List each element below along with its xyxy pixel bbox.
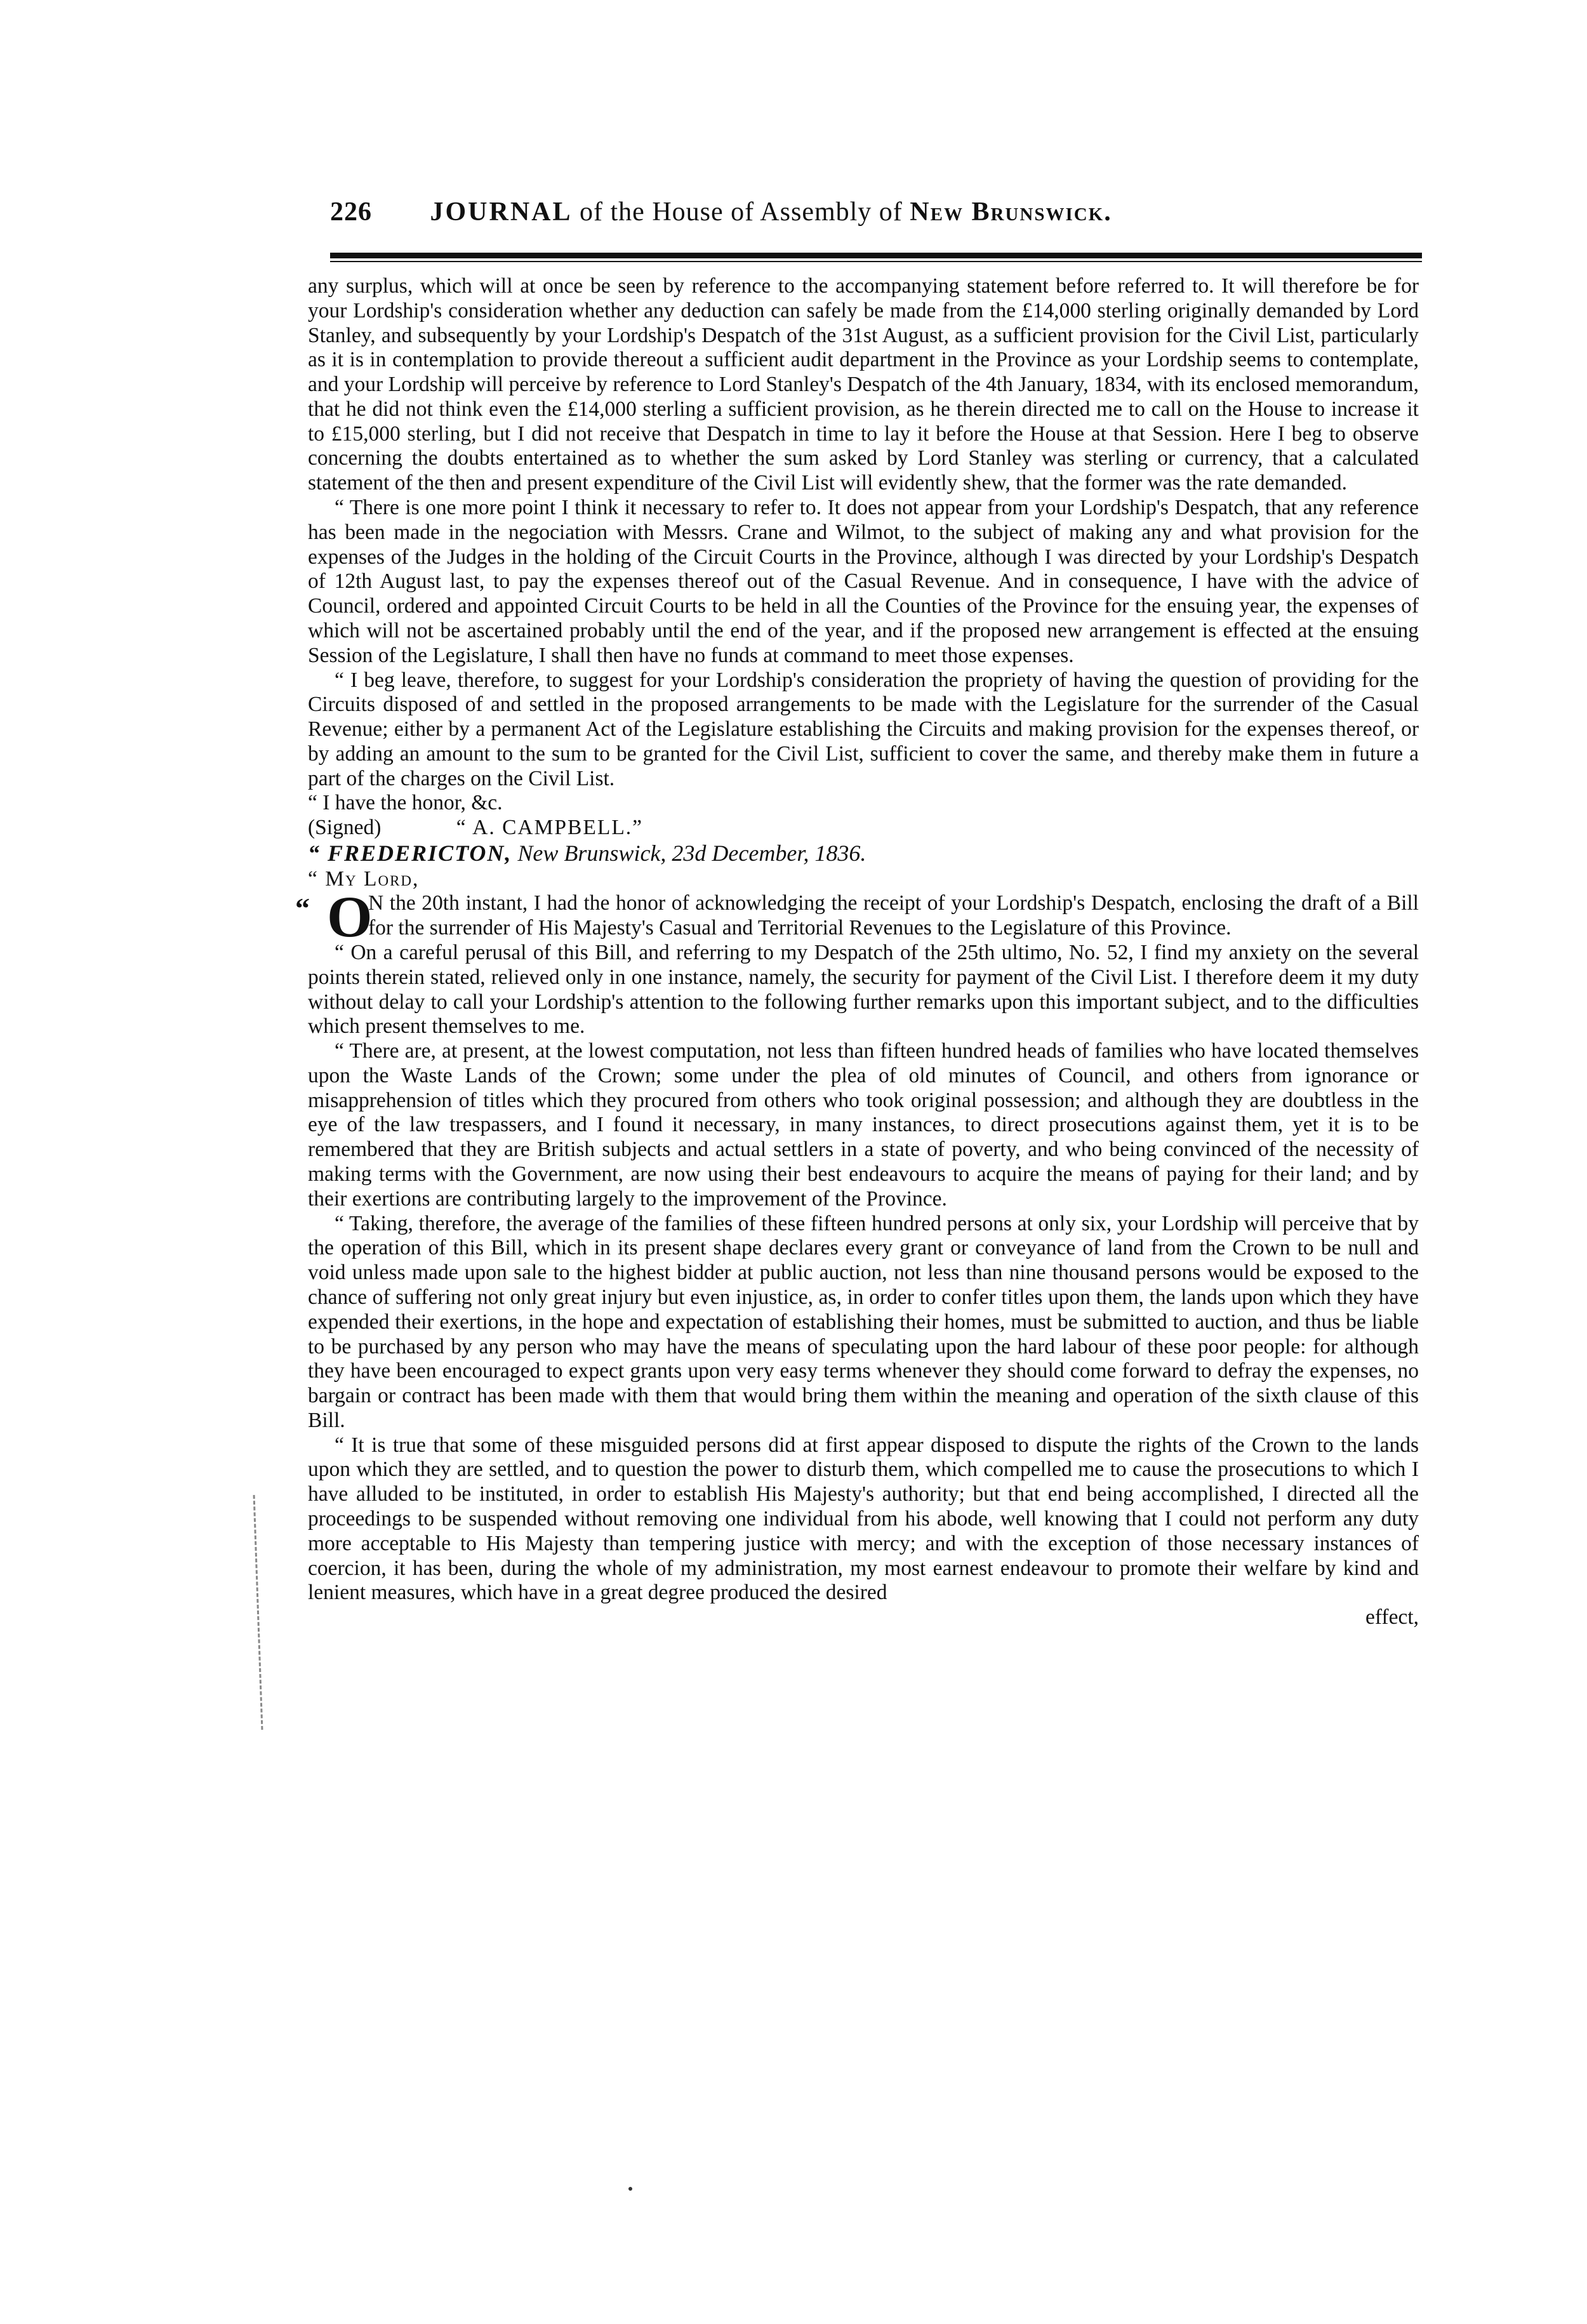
letter-closing: “ I have the honor, &c. — [308, 791, 503, 815]
signature-line — [308, 816, 1419, 840]
paragraph-waste-lands: “ There are, at present, at the lowest computation, not less than fifteen hundred heads of families who have located themselves upon the Waste Lands of the Crown; some under the plea of old minutes of Council, and others from ignorance or misapprehension of titles which they procured from others who took original possession; and although they are doubtless in the eye of the law trespassers, and I found it necessary, in many instances, to direct prosecutions against them, yet it is to be remembered that they are British subjects and actual settlers in a state of poverty, and who being convinced of the necessity of making terms with the Government, are now using their best endeavours to acquire the means of paying for their land; and by their exertions are contributing largely to the improvement of the Province. — [308, 1039, 1419, 1211]
paragraph-continued: any surplus, which will at once be seen by reference to the accompanying statement before referred to. It will therefore be for your Lordship's consideration whether any deduction can safely be made from the £14,000 sterling originally demanded by Lord Stanley, and subsequently by your Lordship's Despatch of the 31st August, as a sufficient provision for the Civil List, particularly as it is in contemplation to provide thereout a sufficient audit department in the Province as your Lordship seems to contemplate, and your Lordship will perceive by reference to Lord Stanley's Despatch of the 4th January, 1834, with its enclosed memorandum, that he did not think even the £14,000 sterling a sufficient provision, as he therein directed me to call on the House to increase it to £15,000 sterling, but I did not receive that Despatch in time to lay it before the House at that Session. Here I beg to observe concerning the doubts entertained as to whether the sum asked by Lord Stanley was sterling or currency, that a calculated statement of the then and present expenditure of the Civil List will evidently shew, that the former was the rate demanded. — [308, 274, 1419, 495]
page-body — [295, 274, 1419, 1630]
header-rule-thick — [330, 253, 1422, 258]
letter-dateline — [308, 840, 1419, 867]
signer-name: “ A. CAMPBELL.” — [456, 816, 644, 840]
margin-pencil-mark — [253, 1495, 263, 1730]
paragraph-opening — [295, 884, 1419, 950]
running-header — [330, 197, 1422, 241]
dateline-rest: New Brunswick, 23d December, 1836. — [517, 840, 867, 866]
journal-title: JOURNAL — [430, 197, 573, 227]
dateline-place: “ FREDERICTON, — [308, 840, 512, 866]
paragraph-misguided-persons: “ It is true that some of these misguided persons did at first appear disposed to dispute the rights of the Crown to the lands upon which they are settled, and to question the power to disturb them, which compelled me to cause the prosecutions to which I have alluded to be instituted, in order to establish His Majesty's authority; but that end being accomplished, I directed all the proceedings to be suspended without removing one individual from his abode, well knowing that I could not perform any duty more acceptable to His Majesty than tempering justice with mercy; and with the exception of those necessary instances of coercion, it has been, during the whole of my administration, my most earnest endeavour to promote their welfare by kind and lenient measures, which have in a great degree produced the desired — [308, 1433, 1419, 1605]
catchword: effect, — [1365, 1605, 1419, 1630]
page-number: 226 — [330, 197, 372, 227]
salutation: “ My Lord, — [308, 867, 420, 891]
header-of-house: of the House of Assembly of — [580, 197, 903, 227]
opening-text: N the 20th instant, I had the honor of acknowledging the receipt of your Lordship's Despatch, enclosing the draft of a Bill for the surrender of His Majesty's Casual and Territorial Revenues to the Legislature of this Province. — [368, 891, 1419, 940]
drop-cap: O — [327, 884, 373, 950]
paragraph-taking-therefore: “ Taking, therefore, the average of the families of these fifteen hundred persons at only six, your Lordship will perceive that by the operation of this Bill, which in its present shape declares every grant or conveyance of land from the Crown to be null and void unless made upon sale to the highest bidder at public auction, not less than nine thousand persons would be exposed to the chance of suffering not only great injury but even injustice, as, in order to confer titles upon them, the lands upon which they have expended their exertions, in the hope and expectation of establishing their homes, must be submitted to auction, and thus be liable to be purchased by any person who may have the means of speculating upon the hard labour of these poor people: for although they have been encouraged to expect grants upon very easy terms whenever they should come forward to defray the expenses, no bargain or contract has been made with them that would bring them within the meaning and operation of the sixth clause of this Bill. — [308, 1211, 1419, 1432]
header-province: New Brunswick. — [910, 197, 1112, 227]
paragraph-perusal: “ On a careful perusal of this Bill, and referring to my Despatch of the 25th ultimo, No. 52, I find my anxiety on the several points therein stated, relieved only in one instance, namely, the security for payment of the Civil List. I therefore deem it my duty without delay to call your Lordship's attention to the following further remarks upon this important subject, and to the difficulties which present themselves to me. — [308, 941, 1419, 1039]
ink-speck — [628, 2187, 632, 2191]
paragraph-circuit-courts: “ There is one more point I think it necessary to refer to. It does not appear from your Lordship's Despatch, that any reference has been made in the negociation with Messrs. Crane and Wilmot, to the subject of making any and what provision for the expenses of the Judges in the holding of the Circuit Courts in the Province, although I was directed by your Lordship's Despatch of 12th August last, to pay the expenses thereof out of the Casual Revenue. And in consequence, I have with the advice of Council, ordered and appointed Circuit Courts to be held in all the Counties of the Province for the ensuing year, the expenses of which will not be ascertained probably until the end of the year, and if the proposed new arrangement is effected at the ensuing Session of the Legislature, I shall then have no funds at command to meet those expenses. — [308, 496, 1419, 667]
signed-label: (Signed) — [308, 816, 382, 840]
paragraph-suggestion: “ I beg leave, therefore, to suggest for your Lordship's consideration the propriety of having the question of providing for the Circuits disposed of and settled in the proposed arrangements to be made with the Legislature for the surrender of the Casual Revenue; either by a permanent Act of the Legislature establishing the Circuits and making provision for the expenses thereof, or by adding an amount to the sum to be granted for the Civil List, sufficient to cover the same, and thereby make them in future a part of the charges on the Civil List. — [308, 668, 1419, 790]
header-rule-thin — [330, 261, 1422, 262]
drop-quote-mark: “ — [295, 892, 310, 925]
